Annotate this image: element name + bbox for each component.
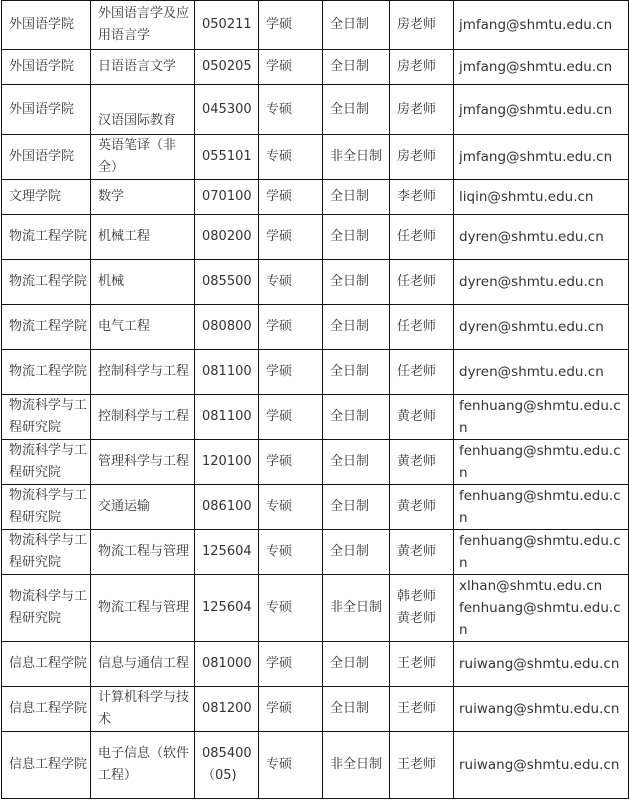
contact-teacher-cell — [390, 1, 454, 50]
study-mode-text: 全日制 — [330, 499, 370, 514]
college-text: 外国语学院 — [9, 17, 75, 32]
study-mode-cell — [323, 85, 390, 135]
contact-teacher-cell — [390, 687, 454, 732]
email-text[interactable]: liqin@shmtu.edu.cn — [459, 189, 594, 205]
study-mode-cell — [323, 1, 390, 50]
major-cell — [91, 215, 195, 260]
degree-type-text: 专硕 — [266, 499, 293, 514]
contact-teacher-cell — [390, 485, 454, 530]
degree-type-text: 专硕 — [266, 274, 293, 289]
degree-type-text: 学硕 — [266, 59, 293, 74]
college-text: 物流科学与工程研究院 — [9, 398, 88, 435]
college-cell — [2, 305, 91, 350]
degree-type-cell — [259, 732, 323, 799]
contact-teacher-text: 任老师 — [397, 229, 437, 244]
study-mode-text: 全日制 — [330, 17, 370, 32]
code-cell — [195, 642, 259, 687]
study-mode-text: 全日制 — [330, 454, 370, 469]
contact-teacher-text: 韩老师 黄老师 — [397, 589, 437, 626]
code-cell — [195, 1, 259, 50]
code-cell — [195, 215, 259, 260]
major-text: 物流工程与管理 — [98, 600, 190, 615]
table-row — [2, 135, 629, 180]
table-row — [2, 530, 629, 575]
major-text: 交通运输 — [98, 499, 151, 514]
contact-teacher-text: 任老师 — [397, 319, 437, 334]
college-text: 物流工程学院 — [9, 364, 88, 379]
major-text: 电气工程 — [98, 319, 151, 334]
degree-type-text: 学硕 — [266, 189, 293, 204]
code-text: 070100 — [202, 189, 252, 204]
college-cell — [2, 215, 91, 260]
contact-teacher-cell — [390, 575, 454, 642]
code-cell — [195, 50, 259, 85]
degree-type-text: 学硕 — [266, 656, 293, 671]
email-cell — [454, 1, 629, 50]
degree-type-cell — [259, 350, 323, 395]
code-text: 081200 — [202, 701, 252, 716]
college-text: 物流科学与工程研究院 — [9, 443, 88, 480]
email-cell — [454, 732, 629, 799]
study-mode-text: 非全日制 — [330, 757, 383, 772]
email-text[interactable]: jmfang@shmtu.edu.cn — [459, 101, 613, 118]
degree-type-text: 专硕 — [266, 149, 293, 164]
study-mode-text: 全日制 — [330, 656, 370, 671]
study-mode-text: 全日制 — [330, 189, 370, 204]
study-mode-cell — [323, 180, 390, 215]
code-text: 125604 — [202, 544, 252, 559]
major-cell — [91, 530, 195, 575]
major-cell — [91, 395, 195, 440]
degree-type-cell — [259, 260, 323, 305]
contact-teacher-text: 王老师 — [397, 701, 437, 716]
contact-teacher-text: 王老师 — [397, 757, 437, 772]
table-row — [2, 395, 629, 440]
major-cell — [91, 50, 195, 85]
code-text: 125604 — [202, 600, 252, 615]
code-cell — [195, 180, 259, 215]
code-text: 045300 — [202, 101, 252, 117]
college-cell — [2, 50, 91, 85]
study-mode-cell — [323, 642, 390, 687]
college-cell — [2, 687, 91, 732]
email-text[interactable]: fenhuang@shmtu.edu.cn — [459, 488, 621, 526]
contact-teacher-cell — [390, 135, 454, 180]
program-table — [1, 0, 629, 799]
college-cell — [2, 260, 91, 305]
contact-teacher-cell — [390, 260, 454, 305]
contact-teacher-text: 黄老师 — [397, 454, 437, 469]
study-mode-text: 全日制 — [330, 364, 370, 379]
degree-type-cell — [259, 395, 323, 440]
contact-teacher-text: 任老师 — [397, 364, 437, 379]
major-text: 机械工程 — [98, 229, 151, 244]
college-text: 外国语学院 — [9, 101, 75, 117]
college-text: 物流科学与工程研究院 — [9, 589, 88, 626]
study-mode-cell — [323, 575, 390, 642]
college-cell — [2, 1, 91, 50]
degree-type-text: 专硕 — [266, 600, 293, 615]
email-text[interactable]: fenhuang@shmtu.edu.cn — [459, 533, 621, 571]
college-cell — [2, 180, 91, 215]
table-row — [2, 50, 629, 85]
table-row — [2, 440, 629, 485]
major-cell — [91, 305, 195, 350]
degree-type-text: 学硕 — [266, 701, 293, 716]
study-mode-cell — [323, 260, 390, 305]
contact-teacher-text: 任老师 — [397, 274, 437, 289]
contact-teacher-text: 黄老师 — [397, 409, 437, 424]
code-cell — [195, 135, 259, 180]
table-row — [2, 260, 629, 305]
college-text: 外国语学院 — [9, 59, 75, 74]
major-cell — [91, 260, 195, 305]
major-text: 汉语国际教育 — [98, 112, 177, 128]
code-text: 050211 — [202, 17, 252, 32]
code-text: 080800 — [202, 319, 252, 334]
email-cell — [454, 530, 629, 575]
major-cell — [91, 732, 195, 799]
email-text[interactable]: jmfang@shmtu.edu.cn — [459, 149, 613, 165]
email-text[interactable]: xlhan@shmtu.edu.cn fenhuang@shmtu.edu.cn — [459, 578, 621, 638]
email-text[interactable]: dyren@shmtu.edu.cn — [459, 319, 604, 335]
study-mode-text: 全日制 — [330, 319, 370, 334]
email-cell — [454, 260, 629, 305]
degree-type-text: 学硕 — [266, 229, 293, 244]
degree-type-cell — [259, 50, 323, 85]
contact-teacher-cell — [390, 642, 454, 687]
degree-type-cell — [259, 85, 323, 135]
study-mode-cell — [323, 305, 390, 350]
email-cell — [454, 687, 629, 732]
college-text: 外国语学院 — [9, 149, 75, 164]
contact-teacher-cell — [390, 305, 454, 350]
contact-teacher-cell — [390, 440, 454, 485]
code-text: 081100 — [202, 409, 252, 424]
contact-teacher-text: 房老师 — [397, 101, 437, 117]
code-text: 085400（05) — [202, 746, 252, 783]
table-row — [2, 575, 629, 642]
code-cell — [195, 687, 259, 732]
email-cell — [454, 215, 629, 260]
code-cell — [195, 305, 259, 350]
email-cell — [454, 575, 629, 642]
code-cell — [195, 485, 259, 530]
major-text: 物流工程与管理 — [98, 544, 190, 559]
email-text[interactable]: jmfang@shmtu.edu.cn — [459, 17, 613, 33]
major-cell — [91, 440, 195, 485]
college-text: 物流科学与工程研究院 — [9, 488, 88, 525]
table-row — [2, 732, 629, 799]
degree-type-cell — [259, 135, 323, 180]
major-text: 控制科学与工程 — [98, 409, 190, 424]
degree-type-text: 学硕 — [266, 454, 293, 469]
study-mode-cell — [323, 485, 390, 530]
college-text: 物流工程学院 — [9, 319, 88, 334]
code-cell — [195, 732, 259, 799]
study-mode-text: 全日制 — [330, 274, 370, 289]
study-mode-cell — [323, 687, 390, 732]
study-mode-text: 非全日制 — [330, 149, 383, 164]
degree-type-cell — [259, 305, 323, 350]
code-text: 120100 — [202, 454, 252, 469]
contact-teacher-cell — [390, 50, 454, 85]
contact-teacher-text: 王老师 — [397, 656, 437, 671]
code-cell — [195, 260, 259, 305]
major-text: 数学 — [98, 189, 125, 204]
contact-teacher-cell — [390, 215, 454, 260]
code-text: 081100 — [202, 364, 252, 379]
degree-type-text: 专硕 — [266, 544, 293, 559]
email-cell — [454, 350, 629, 395]
degree-type-cell — [259, 215, 323, 260]
code-cell — [195, 440, 259, 485]
degree-type-cell — [259, 575, 323, 642]
college-text: 信息工程学院 — [9, 656, 88, 671]
email-cell — [454, 395, 629, 440]
study-mode-text: 全日制 — [330, 409, 370, 424]
study-mode-text: 全日制 — [330, 101, 370, 117]
major-text: 电子信息（软件工程） — [98, 746, 190, 783]
study-mode-cell — [323, 50, 390, 85]
college-text: 物流科学与工程研究院 — [9, 533, 88, 570]
email-text[interactable]: ruiwang@shmtu.edu.cn — [459, 656, 620, 672]
email-text[interactable]: fenhuang@shmtu.edu.cn — [459, 443, 621, 481]
code-text: 086100 — [202, 499, 252, 514]
major-text: 管理科学与工程 — [98, 454, 190, 469]
code-text: 081000 — [202, 656, 252, 671]
email-cell — [454, 305, 629, 350]
email-text[interactable]: ruiwang@shmtu.edu.cn — [459, 701, 620, 717]
email-cell — [454, 642, 629, 687]
study-mode-cell — [323, 530, 390, 575]
degree-type-cell — [259, 530, 323, 575]
code-text: 050205 — [202, 59, 252, 74]
code-text: 085500 — [202, 274, 252, 289]
major-text: 信息与通信工程 — [98, 656, 190, 671]
major-cell — [91, 642, 195, 687]
code-cell — [195, 530, 259, 575]
email-cell — [454, 440, 629, 485]
email-text[interactable]: dyren@shmtu.edu.cn — [459, 229, 604, 245]
study-mode-text: 全日制 — [330, 59, 370, 74]
college-text: 信息工程学院 — [9, 757, 88, 772]
major-text: 英语笔译（非全） — [98, 138, 177, 175]
code-cell — [195, 350, 259, 395]
college-text: 物流工程学院 — [9, 274, 88, 289]
major-text: 外国语言学及应用语言学 — [98, 6, 190, 43]
contact-teacher-text: 房老师 — [397, 149, 437, 164]
college-cell — [2, 530, 91, 575]
email-cell — [454, 50, 629, 85]
study-mode-cell — [323, 395, 390, 440]
degree-type-cell — [259, 485, 323, 530]
degree-type-cell — [259, 642, 323, 687]
study-mode-text: 非全日制 — [330, 600, 383, 615]
college-text: 文理学院 — [9, 189, 62, 204]
degree-type-text: 学硕 — [266, 409, 293, 424]
college-cell — [2, 485, 91, 530]
code-text: 055101 — [202, 149, 252, 164]
college-cell — [2, 642, 91, 687]
code-cell — [195, 575, 259, 642]
table-row — [2, 215, 629, 260]
college-text: 物流工程学院 — [9, 229, 88, 244]
degree-type-text: 学硕 — [266, 364, 293, 379]
email-text[interactable]: dyren@shmtu.edu.cn — [459, 274, 604, 290]
table-row — [2, 305, 629, 350]
contact-teacher-cell — [390, 85, 454, 135]
contact-teacher-text: 黄老师 — [397, 499, 437, 514]
study-mode-cell — [323, 215, 390, 260]
email-cell — [454, 85, 629, 135]
degree-type-text: 专硕 — [266, 757, 293, 772]
email-text[interactable]: fenhuang@shmtu.edu.cn — [459, 398, 621, 436]
contact-teacher-cell — [390, 350, 454, 395]
contact-teacher-cell — [390, 732, 454, 799]
table-row — [2, 687, 629, 732]
contact-teacher-text: 李老师 — [397, 189, 437, 204]
table-row — [2, 642, 629, 687]
major-text: 控制科学与工程 — [98, 364, 190, 379]
email-cell — [454, 135, 629, 180]
code-cell — [195, 85, 259, 135]
degree-type-text: 专硕 — [266, 101, 293, 117]
contact-teacher-text: 房老师 — [397, 17, 437, 32]
study-mode-text: 全日制 — [330, 701, 370, 716]
study-mode-cell — [323, 732, 390, 799]
email-text[interactable]: jmfang@shmtu.edu.cn — [459, 59, 613, 75]
table-row — [2, 485, 629, 530]
college-cell — [2, 732, 91, 799]
code-text: 080200 — [202, 229, 252, 244]
major-cell — [91, 180, 195, 215]
college-cell — [2, 395, 91, 440]
college-text: 信息工程学院 — [9, 701, 88, 716]
table-row — [2, 1, 629, 50]
college-cell — [2, 575, 91, 642]
major-cell — [91, 350, 195, 395]
email-cell — [454, 180, 629, 215]
college-cell — [2, 440, 91, 485]
college-cell — [2, 85, 91, 135]
email-text[interactable]: ruiwang@shmtu.edu.cn — [459, 757, 620, 773]
major-cell — [91, 85, 195, 135]
email-cell — [454, 485, 629, 530]
study-mode-cell — [323, 135, 390, 180]
major-text: 机械 — [98, 274, 125, 289]
table-row — [2, 350, 629, 395]
degree-type-text: 学硕 — [266, 17, 293, 32]
study-mode-text: 全日制 — [330, 544, 370, 559]
degree-type-cell — [259, 440, 323, 485]
major-text: 日语语言文学 — [98, 59, 177, 74]
study-mode-cell — [323, 350, 390, 395]
study-mode-text: 全日制 — [330, 229, 370, 244]
major-cell — [91, 1, 195, 50]
contact-teacher-cell — [390, 395, 454, 440]
degree-type-cell — [259, 1, 323, 50]
degree-type-cell — [259, 180, 323, 215]
major-cell — [91, 575, 195, 642]
contact-teacher-text: 黄老师 — [397, 544, 437, 559]
degree-type-text: 学硕 — [266, 319, 293, 334]
major-text: 计算机科学与技术 — [98, 690, 190, 727]
contact-teacher-text: 房老师 — [397, 59, 437, 74]
major-cell — [91, 687, 195, 732]
email-text[interactable]: dyren@shmtu.edu.cn — [459, 364, 604, 380]
contact-teacher-cell — [390, 180, 454, 215]
major-cell — [91, 485, 195, 530]
study-mode-cell — [323, 440, 390, 485]
table-row — [2, 180, 629, 215]
major-cell — [91, 135, 195, 180]
college-cell — [2, 350, 91, 395]
degree-type-cell — [259, 687, 323, 732]
contact-teacher-cell — [390, 530, 454, 575]
college-cell — [2, 135, 91, 180]
code-cell — [195, 395, 259, 440]
table-row — [2, 85, 629, 135]
